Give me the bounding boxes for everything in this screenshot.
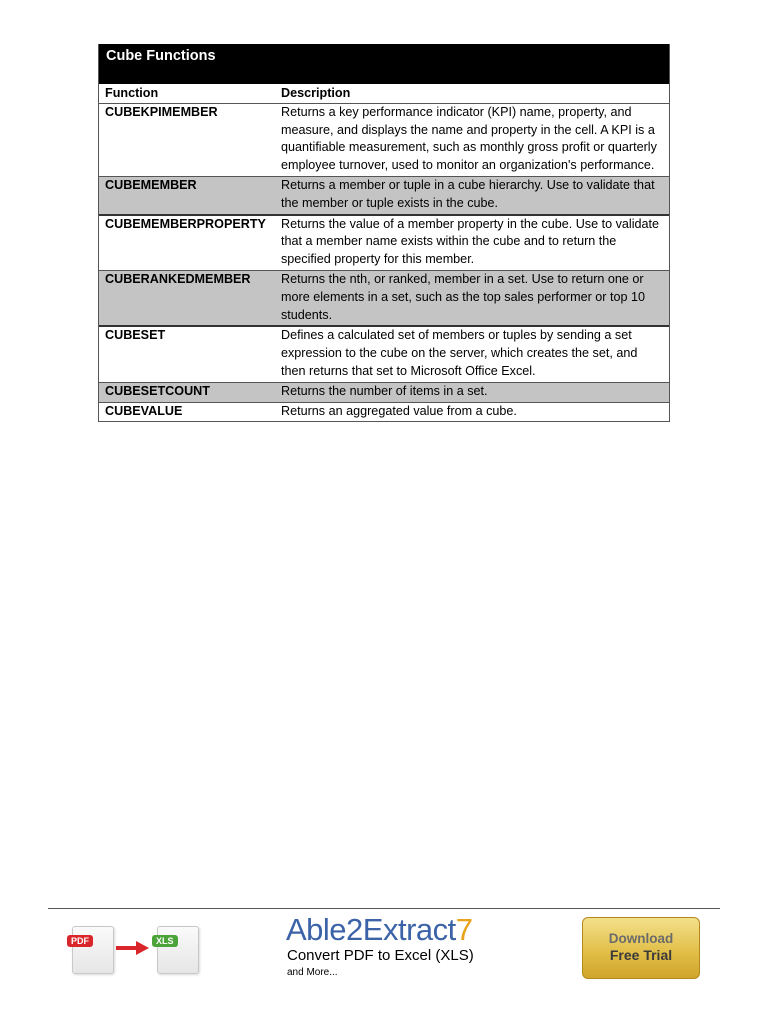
function-name: CUBEVALUE xyxy=(99,402,275,421)
function-description: Returns a member or tuple in a cube hierarchy. Use to validate that the member or tuple exists in the cube. xyxy=(275,176,669,214)
function-description: Defines a calculated set of members or tuples by sending a set expression to the cube on the server, which creates the set, and then returns that set to Microsoft Office Excel. xyxy=(275,326,669,382)
xls-file-icon[interactable] xyxy=(157,926,199,974)
function-name: CUBEMEMBERPROPERTY xyxy=(99,215,275,271)
table-row xyxy=(99,215,669,271)
brand-name: Able2Extract xyxy=(286,912,456,947)
brand-logo[interactable] xyxy=(286,912,473,948)
function-description: Returns the number of items in a set. xyxy=(275,382,669,402)
header-row xyxy=(99,84,669,103)
function-name: CUBEKPIMEMBER xyxy=(99,103,275,176)
table-row xyxy=(99,176,669,214)
function-name: CUBEMEMBER xyxy=(99,176,275,214)
function-description: Returns the nth, or ranked, member in a set. Use to return one or more elements in a set, such as the top sales performer or top 10 students. xyxy=(275,270,669,326)
button-line-download: Download xyxy=(608,931,674,946)
cube-functions-table xyxy=(98,44,670,422)
button-line-free-trial: Free Trial xyxy=(609,947,673,963)
footer-divider xyxy=(48,908,720,909)
function-name: CUBESET xyxy=(99,326,275,382)
functions-table-grid xyxy=(99,84,669,421)
download-free-trial-button[interactable] xyxy=(582,917,700,979)
table-title: Cube Functions xyxy=(99,44,669,84)
function-description: Returns an aggregated value from a cube. xyxy=(275,402,669,421)
brand-version: 7 xyxy=(455,912,473,947)
header-description: Description xyxy=(275,84,669,103)
table-row xyxy=(99,382,669,402)
function-name: CUBESETCOUNT xyxy=(99,382,275,402)
table-row xyxy=(99,402,669,421)
pdf-file-icon[interactable] xyxy=(72,926,114,974)
function-description: Returns a key performance indicator (KPI) name, property, and measure, and displays the name and property in the cell. A KPI is a quantifiable measurement, such as monthly gross profit or quarterly employee turnover, used to monitor an organization's performance. xyxy=(275,103,669,176)
function-name: CUBERANKEDMEMBER xyxy=(99,270,275,326)
right-arrow-icon xyxy=(116,940,150,956)
table-row xyxy=(99,326,669,382)
function-description: Returns the value of a member property in the cube. Use to validate that a member name exists within the cube and to return the specified property for this member. xyxy=(275,215,669,271)
xls-badge: XLS xyxy=(152,935,178,947)
pdf-badge: PDF xyxy=(67,935,93,947)
table-row xyxy=(99,270,669,326)
table-row xyxy=(99,103,669,176)
tagline: Convert PDF to Excel (XLS) xyxy=(287,947,474,964)
and-more-text: and More... xyxy=(287,967,338,978)
header-function: Function xyxy=(99,84,275,103)
